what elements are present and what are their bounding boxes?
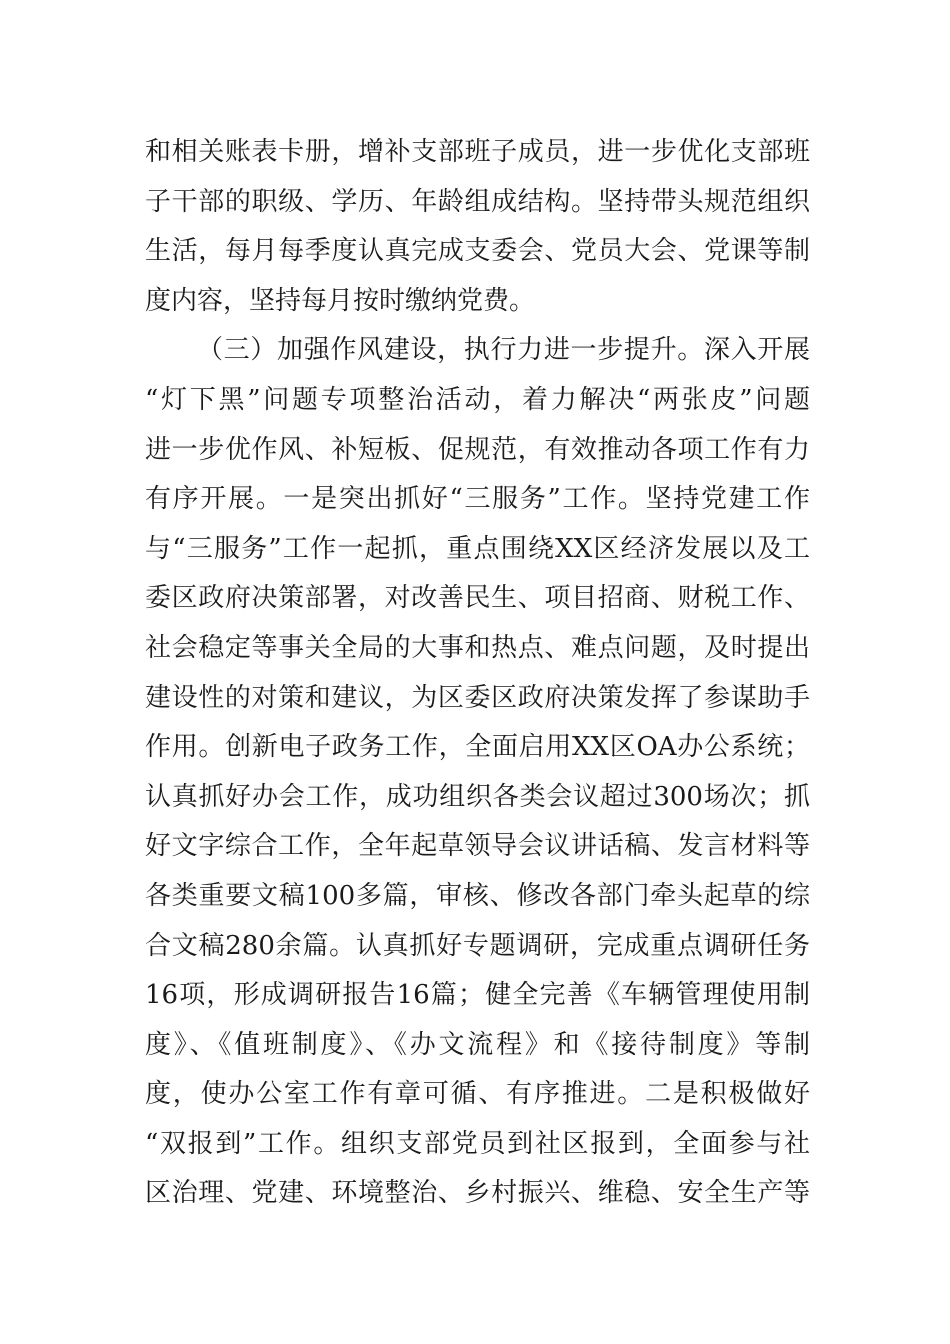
text-line: 度》、《值班制度》、《办文流程》和《接待制度》等制 xyxy=(145,1029,810,1060)
text-line: 有序开展。一是突出抓好“三服务”工作。坚持党建工作 xyxy=(145,484,810,515)
text-line: 进一步优作风、补短板、促规范，有效推动各项工作有力 xyxy=(145,434,810,465)
text-line: 各类重要文稿100多篇，审核、修改各部门牵头起草的综 xyxy=(145,880,810,911)
text-line: （三）加强作风建设，执行力进一步提升。深入开展 xyxy=(197,335,810,366)
body-text xyxy=(145,128,810,1219)
text-line: 度，使办公室工作有章可循、有序推进。二是积极做好 xyxy=(145,1079,810,1110)
text-line: 合文稿280余篇。认真抓好专题调研，完成重点调研任务 xyxy=(145,930,810,961)
text-line: 好文字综合工作，全年起草领导会议讲话稿、发言材料等 xyxy=(145,831,810,862)
text-line: 社会稳定等事关全局的大事和热点、难点问题，及时提出 xyxy=(145,632,810,663)
text-line: 16项，形成调研报告16篇；健全完善《车辆管理使用制 xyxy=(145,980,810,1011)
text-line: 与“三服务”工作一起抓，重点围绕XX区经济发展以及工 xyxy=(145,533,810,564)
text-line: 和相关账表卡册，增补支部班子成员，进一步优化支部班 xyxy=(145,137,810,167)
text-line: 区治理、党建、环境整治、乡村振兴、维稳、安全生产等 xyxy=(145,1178,810,1209)
text-line: 度内容，坚持每月按时缴纳党费。 xyxy=(145,285,536,316)
text-line: 生活，每月每季度认真完成支委会、党员大会、党课等制 xyxy=(145,236,810,267)
text-line: 委区政府决策部署，对改善民生、项目招商、财税工作、 xyxy=(145,583,810,614)
text-line: 建设性的对策和建议，为区委区政府决策发挥了参谋助手 xyxy=(145,682,810,713)
text-line: 子干部的职级、学历、年龄组成结构。坚持带头规范组织 xyxy=(145,186,810,217)
text-line: 作用。创新电子政务工作，全面启用XX区OA办公系统； xyxy=(145,732,810,763)
text-line: 认真抓好办会工作，成功组织各类会议超过300场次；抓 xyxy=(145,781,810,812)
text-line: “双报到”工作。组织支部党员到社区报到，全面参与社 xyxy=(145,1128,810,1159)
text-line: “灯下黑”问题专项整治活动，着力解决“两张皮”问题 xyxy=(145,384,810,415)
